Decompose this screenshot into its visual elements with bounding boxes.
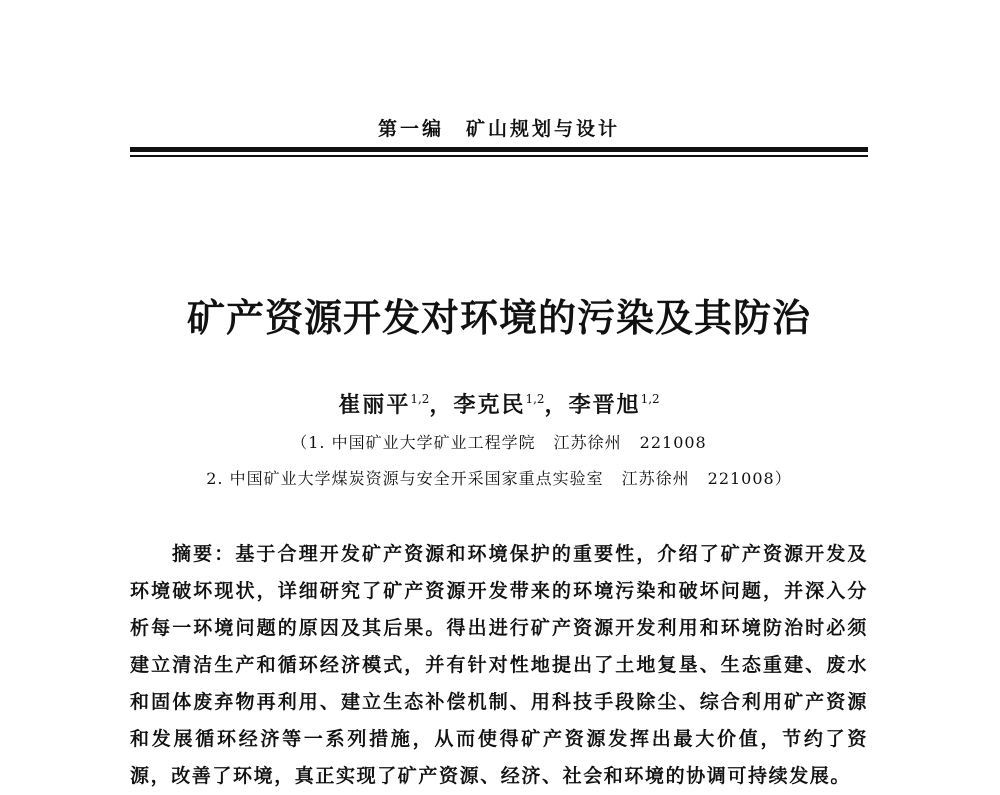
running-header xyxy=(130,114,868,141)
abstract xyxy=(130,536,868,795)
affiliation-prefix: （1. xyxy=(291,433,326,452)
author-affiliation-mark: 1,2 xyxy=(640,392,660,406)
author-name: 李克民 xyxy=(453,392,526,418)
abstract-text: 基于合理开发矿产资源和环境保护的重要性，介绍了矿产资源开发及环境破坏现状，详细研究了矿产资源开发带来的环境污染和破坏问题，并深入分析每一环境问题的原因及其后果。得出进行矿产资源开发利用和环境防治时必须建立清洁生产和循环经济模式，并有针对性地提出了土地复垦、生态重建、废水和固体废弃物再利用、建立生态补偿机制、用科技手段除尘、综合利用矿产资源和发展循环经济等一系列措施，从而使得矿产资源发挥出最大价值，节约了资源，改善了环境，真正实现了矿产资源、经济、社会和环境的协调可持续发展。 xyxy=(130,543,868,787)
author-affiliation-mark: 1,2 xyxy=(525,392,545,406)
affiliation-city: 江苏徐州 xyxy=(621,469,690,488)
paper-title: 矿产资源开发对环境的污染及其防治 xyxy=(186,296,811,340)
author-separator: ， xyxy=(544,392,569,418)
author-name: 崔丽平 xyxy=(338,392,411,418)
header-rule-thin xyxy=(130,155,868,157)
header-rule-thick xyxy=(130,147,868,152)
header-part: 第一编 xyxy=(377,118,444,140)
abstract-label: 摘要： xyxy=(172,543,236,565)
affiliation-2 xyxy=(130,466,868,489)
author-name: 李晋旭 xyxy=(568,392,641,418)
affiliation-org: 中国矿业大学矿业工程学院 xyxy=(331,433,536,452)
author-line xyxy=(130,388,868,419)
author-separator: ， xyxy=(429,392,454,418)
affiliation-org: 中国矿业大学煤炭资源与安全开采国家重点实验室 xyxy=(229,469,604,488)
affiliation-1 xyxy=(130,430,868,453)
affiliation-prefix: 2. xyxy=(206,469,224,488)
affiliation-city: 江苏徐州 xyxy=(553,433,622,452)
author-affiliation-mark: 1,2 xyxy=(410,392,430,406)
header-section: 矿山规划与设计 xyxy=(466,118,621,140)
affiliation-zip: 221008） xyxy=(707,469,792,488)
affiliation-zip: 221008 xyxy=(639,433,707,452)
